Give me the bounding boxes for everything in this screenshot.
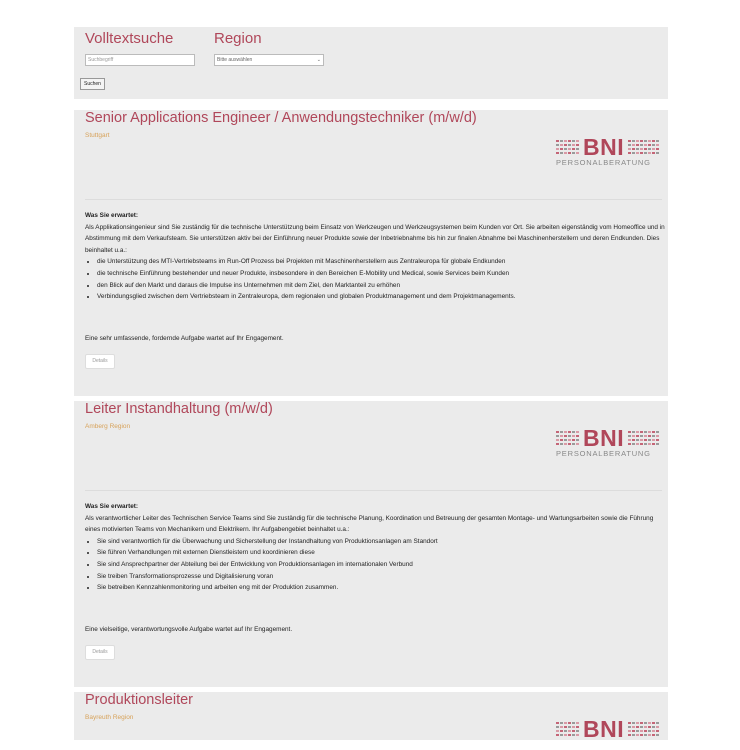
logo-dot [572,726,575,728]
logo-dot [572,730,575,732]
logo-dot [640,148,643,150]
logo-dot [560,152,563,154]
logo-dot [564,443,567,445]
logo-dot [572,140,575,142]
logo-dot [644,435,647,437]
logo-dot [564,439,567,441]
logo-dot [652,722,655,724]
logo-dot [648,431,651,433]
logo-dot [656,152,659,154]
job-location: Amberg Region [85,423,131,430]
logo-dot [656,726,659,728]
logo-dot [636,148,639,150]
logo-dot [648,148,651,150]
logo-dots-left [556,431,580,447]
logo-dot [628,148,631,150]
logo-dot [564,148,567,150]
logo-dot [644,443,647,445]
logo-dot [564,140,567,142]
logo-dot [652,431,655,433]
logo-dot [636,435,639,437]
logo-dot [560,144,563,146]
list-item: • Sie sind Ansprechpartner der Abteilung bei der Entwicklung von Produktionsanlagen im internationalen Verbund [97,559,665,571]
logo-dot [652,144,655,146]
logo-dot [576,726,579,728]
logo-dot [648,439,651,441]
list-item: • die Unterstützung des MTI-Vertriebsteams im Run-Off Prozess bei Projekten mit Maschinenherstellern aus Zentraleuropa für globale Endkunden [97,256,665,268]
list-item: • Sie führen Verhandlungen mit externen Dienstleistern und koordinieren diese [97,547,665,559]
logo-dot [632,431,635,433]
logo-dot [632,730,635,732]
logo-dot [632,152,635,154]
logo-dot [644,722,647,724]
description-intro: Als verantwortlicher Leiter des Technischen Service Teams sind Sie zuständig für die technische Planung, Koordination und Betreuung der gesamten Montage- und Wartungsarbeiten sowie die Führung eines motivierten Teams von Mechanikern und Elektrikern. Ihr Aufgabengebiet beinhaltet u.a.: [85,514,654,534]
list-item: • den Blick auf den Markt und daraus die Impulse ins Unternehmen mit dem Ziel, den Marktanteil zu erhöhen [97,280,665,292]
region-select[interactable] [214,54,324,66]
logo-dot [560,431,563,433]
logo-dot [636,722,639,724]
logo-dot [648,435,651,437]
search-input[interactable]: Suchbegriff [85,54,195,66]
logo-dot [572,734,575,736]
logo-dot [576,148,579,150]
logo-dot [652,148,655,150]
logo-dot [568,439,571,441]
logo-dot [560,148,563,150]
logo-dot [576,435,579,437]
logo-dot [556,722,559,724]
logo-dot [640,431,643,433]
logo-dot [628,730,631,732]
logo-dot [628,726,631,728]
logo-dot [556,144,559,146]
logo-dot [644,140,647,142]
divider [85,490,662,491]
logo-dot [640,730,643,732]
company-logo [556,134,662,168]
logo-dot [640,152,643,154]
region-group [214,30,321,63]
logo-dot [564,435,567,437]
search-button[interactable]: Suchen [80,78,105,90]
logo-dot [640,439,643,441]
logo-dot [636,140,639,142]
logo-dot [640,734,643,736]
task-list [85,536,665,594]
list-item: • Sie betreiben Kennzahlenmonitoring und arbeiten eng mit der Produktion zusammen. [97,582,665,594]
description-intro: Als Applikationsingenieur sind Sie zuständig für die technische Unterstützung beim Einsatz von Werkzeugen und Werkzeugsystemen beim Kunden vor Ort. Sie arbeiten eigenständig vom Homeoffice und in Abstimmung mit dem Verkaufsteam. Sie unterstützen aktiv bei der Einführung neuer Produkte sowie der Inbetriebnahme bis hin zur finalen Abnahme bei Maschinenherstellern und deren Endkunden. Dies beinhaltet u.a.: [85,223,665,254]
logo-dot [640,144,643,146]
logo-dot [628,734,631,736]
job-card [74,110,668,396]
logo-dot [568,722,571,724]
logo-dot [632,734,635,736]
logo-dot [628,144,631,146]
logo-dot [560,722,563,724]
logo-dot [644,730,647,732]
logo-dot [644,144,647,146]
logo-dot [656,443,659,445]
logo-dot [560,439,563,441]
logo-dot [644,439,647,441]
description-heading: Was Sie erwartet: [85,212,139,219]
logo-dot [576,722,579,724]
logo-dot [644,734,647,736]
logo-dot [656,148,659,150]
logo-dot [576,730,579,732]
logo-dot [572,152,575,154]
logo-dot [628,435,631,437]
logo-dot [628,431,631,433]
logo-dot [632,726,635,728]
logo-dots-left [556,140,580,156]
logo-dot [572,439,575,441]
logo-dot [652,152,655,154]
closing-text: Eine vielseitige, verantwortungsvolle Aufgabe wartet auf Ihr Engagement. [85,626,293,633]
logo-dot [556,435,559,437]
logo-dot [564,730,567,732]
logo-dot [648,730,651,732]
logo-dot [648,152,651,154]
logo-dot [636,443,639,445]
logo-dot [564,734,567,736]
logo-dot [640,722,643,724]
logo-dot [656,140,659,142]
logo-dot [576,443,579,445]
logo-dot [568,734,571,736]
logo-subtitle: PERSONALBERATUNG [556,449,651,458]
logo-dot [560,726,563,728]
logo-dot [636,144,639,146]
logo-dot [572,722,575,724]
logo-dot [628,439,631,441]
description-heading: Was Sie erwartet: [85,503,139,510]
list-item: • Verbindungsglied zwischen dem Vertriebsteam in Zentraleuropa, dem regionalen und globalen Produktmanagement und dem Projektmanagements. [97,291,665,303]
logo-dot [656,144,659,146]
job-description [85,501,665,594]
details-button[interactable]: Details [85,645,115,660]
logo-dot [652,140,655,142]
logo-dot [568,726,571,728]
logo-dot [636,152,639,154]
job-title[interactable]: Senior Applications Engineer / Anwendungstechniker (m/w/d) [85,110,477,126]
search-panel [74,27,668,99]
logo-dot [640,726,643,728]
logo-dots-right [628,722,662,738]
logo-dot [648,144,651,146]
logo-dot [640,140,643,142]
job-card [74,692,668,740]
divider [85,199,662,200]
logo-dot [628,140,631,142]
logo-dot [556,726,559,728]
logo-dot [652,435,655,437]
logo-dot [648,726,651,728]
logo-dot [632,443,635,445]
logo-dot [568,140,571,142]
logo-dot [628,722,631,724]
logo-dot [656,734,659,736]
list-item: • Sie treiben Transformationsprozesse und Digitalisierung voran [97,571,665,583]
logo-dot [560,730,563,732]
job-card [74,401,668,687]
logo-dot [572,431,575,433]
logo-dot [568,152,571,154]
logo-dot [644,431,647,433]
logo-dot [636,439,639,441]
job-location: Stuttgart [85,132,110,139]
logo-dot [564,726,567,728]
logo-dot [656,435,659,437]
logo-dot [576,734,579,736]
logo-dot [632,439,635,441]
fulltext-search-group [85,30,174,63]
task-list [85,256,665,302]
logo-dot [560,443,563,445]
logo-dot [632,144,635,146]
logo-dot [656,439,659,441]
logo-dot [636,734,639,736]
logo-dot [568,431,571,433]
logo-dot [564,144,567,146]
logo-dot [572,144,575,146]
logo-dot [568,148,571,150]
logo-dot [576,144,579,146]
logo-dot [636,730,639,732]
logo-dot [568,144,571,146]
logo-dot [632,722,635,724]
logo-dot [632,140,635,142]
logo-dot [652,730,655,732]
job-title[interactable]: Produktionsleiter [85,692,193,708]
logo-dot [560,435,563,437]
logo-text: BNI [583,716,625,742]
logo-dot [632,148,635,150]
logo-dot [636,726,639,728]
logo-dot [656,730,659,732]
logo-dot [568,730,571,732]
logo-dot [648,722,651,724]
job-description [85,210,665,303]
logo-dot [632,435,635,437]
logo-dot [572,443,575,445]
logo-dot [568,443,571,445]
logo-dot [576,431,579,433]
logo-dot [576,439,579,441]
logo-subtitle: PERSONALBERATUNG [556,158,651,167]
closing-text: Eine sehr umfassende, fordernde Aufgabe wartet auf Ihr Engagement. [85,335,284,342]
region-select-value: Bitte auswählen [217,57,253,63]
logo-dots-right [628,431,662,447]
logo-text: BNI [583,134,625,160]
logo-dot [652,439,655,441]
company-logo [556,425,662,459]
logo-dot [556,734,559,736]
logo-dot [640,443,643,445]
logo-dot [560,140,563,142]
logo-dot [644,152,647,154]
logo-dot [628,152,631,154]
logo-dot [556,431,559,433]
logo-dot [556,730,559,732]
logo-dot [640,435,643,437]
details-button[interactable]: Details [85,354,115,369]
logo-dots-right [628,140,662,156]
logo-dot [556,443,559,445]
logo-dot [568,435,571,437]
logo-dot [648,443,651,445]
company-logo [556,716,662,750]
job-location: Bayreuth Region [85,714,134,721]
logo-dot [644,726,647,728]
list-item: • die technische Einführung bestehender und neuer Produkte, insbesondere in den Bereichen E-Mobility und Medical, sowie Services beim Kunden [97,268,665,280]
logo-dot [656,431,659,433]
chevron-down-icon: ⌄ [316,57,321,63]
logo-dot [560,734,563,736]
fulltext-search-label: Volltextsuche [85,30,174,47]
logo-dot [576,140,579,142]
logo-dot [648,140,651,142]
logo-dot [564,722,567,724]
logo-dot [648,734,651,736]
logo-dot [556,439,559,441]
region-label: Region [214,30,262,47]
logo-dot [556,140,559,142]
logo-dot [572,435,575,437]
logo-dots-left [556,722,580,738]
logo-dot [652,734,655,736]
logo-dot [636,431,639,433]
logo-dot [628,443,631,445]
logo-dot [644,148,647,150]
logo-dot [576,152,579,154]
logo-dot [556,148,559,150]
list-item: • Sie sind verantwortlich für die Überwachung und Sicherstellung der Instandhaltung von Produktionsanlagen am Standort [97,536,665,548]
logo-dot [652,443,655,445]
logo-dot [564,152,567,154]
logo-text: BNI [583,425,625,451]
logo-dot [564,431,567,433]
job-title[interactable]: Leiter Instandhaltung (m/w/d) [85,401,273,417]
logo-dot [656,722,659,724]
logo-dot [572,148,575,150]
logo-dot [556,152,559,154]
logo-dot [652,726,655,728]
